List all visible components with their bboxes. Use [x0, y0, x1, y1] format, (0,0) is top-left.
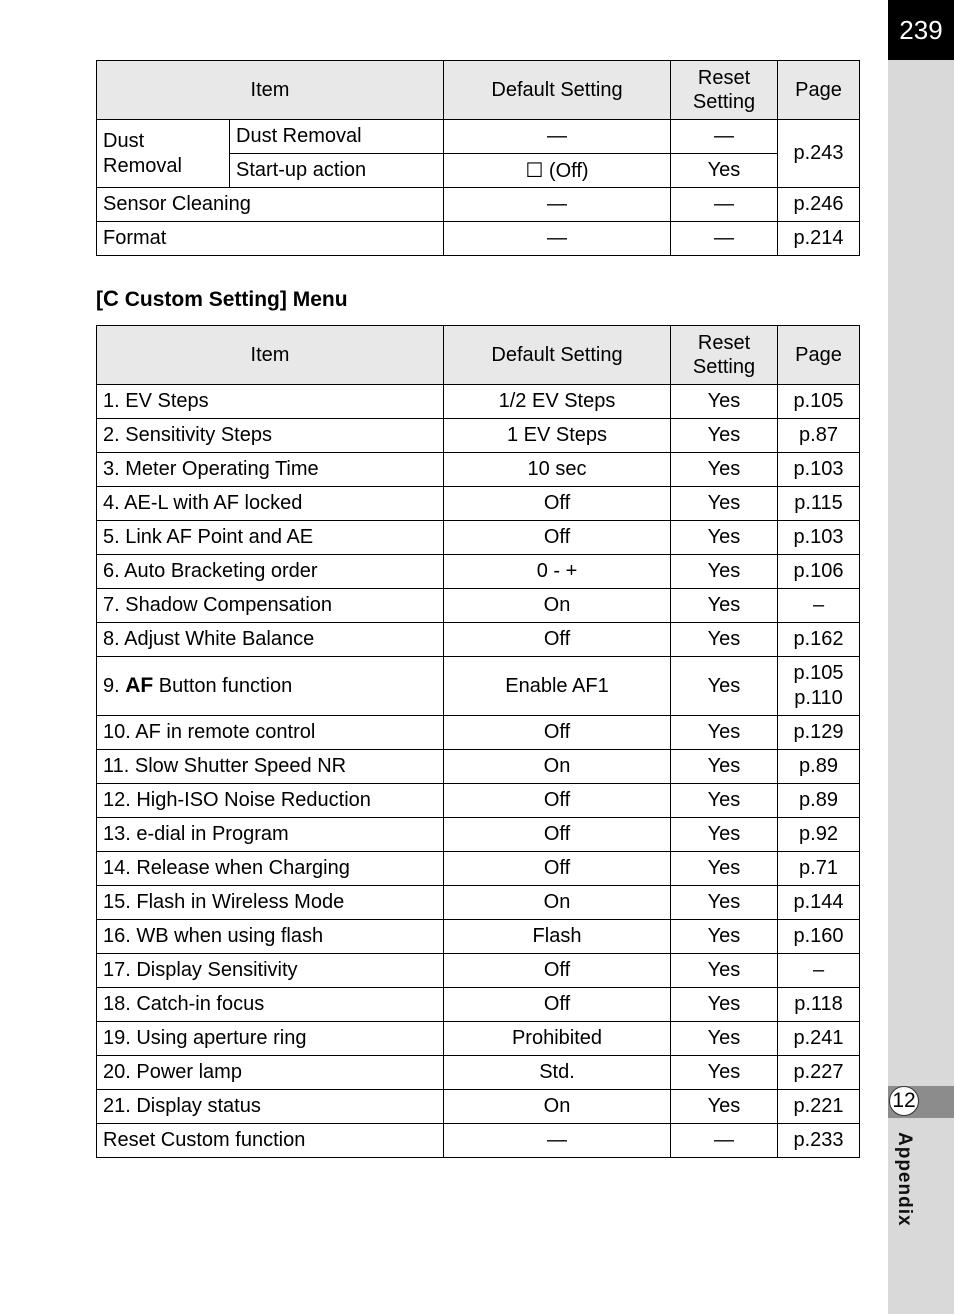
table-row: [97, 1022, 860, 1056]
reset-cell: Yes: [671, 521, 778, 555]
table-row: [97, 1090, 860, 1124]
default-cell: Off: [444, 852, 671, 886]
default-cell: —: [444, 1124, 671, 1158]
page-cell: p.103: [778, 521, 860, 555]
reset-cell: Yes: [671, 716, 778, 750]
default-cell: On: [444, 1090, 671, 1124]
item-cell: 1. EV Steps: [97, 385, 444, 419]
reset-cell: Yes: [671, 1022, 778, 1056]
table-row: [97, 385, 860, 419]
default-cell: Off: [444, 623, 671, 657]
item-cell: 21. Display status: [97, 1090, 444, 1124]
item-cell: 6. Auto Bracketing order: [97, 555, 444, 589]
af-button-icon: AF: [125, 674, 154, 697]
item-cell: 10. AF in remote control: [97, 716, 444, 750]
reset-cell: Yes: [671, 886, 778, 920]
section-bracket: [: [96, 288, 103, 311]
item-cell: 13. e-dial in Program: [97, 818, 444, 852]
default-cell: On: [444, 886, 671, 920]
table-row: [97, 623, 860, 657]
table-row: [97, 716, 860, 750]
table-row: [97, 589, 860, 623]
table-row: [97, 784, 860, 818]
table-row: [97, 920, 860, 954]
header-item: Item: [97, 326, 444, 385]
reset-cell: Yes: [671, 920, 778, 954]
item-cell: 9. AF Button function: [97, 657, 444, 716]
header-page: Page: [778, 61, 860, 120]
table-row: [97, 657, 860, 716]
item-cell: 15. Flash in Wireless Mode: [97, 886, 444, 920]
page-number: 239: [888, 0, 954, 60]
page-cell: p.241: [778, 1022, 860, 1056]
table-row: [97, 852, 860, 886]
reset-cell: —: [671, 1124, 778, 1158]
page-cell: p.221: [778, 1090, 860, 1124]
default-cell: —: [444, 222, 671, 256]
page-cell: p.118: [778, 988, 860, 1022]
item-cell: 11. Slow Shutter Speed NR: [97, 750, 444, 784]
table-row: [97, 487, 860, 521]
item-cell: 19. Using aperture ring: [97, 1022, 444, 1056]
page-cell: p.103: [778, 453, 860, 487]
reset-cell: —: [671, 222, 778, 256]
default-cell: Off: [444, 954, 671, 988]
item-cell: 3. Meter Operating Time: [97, 453, 444, 487]
page-cell: p.227: [778, 1056, 860, 1090]
reset-cell: Yes: [671, 818, 778, 852]
item-cell: Format: [97, 222, 444, 256]
page-cell: p.71: [778, 852, 860, 886]
table-row: [97, 521, 860, 555]
item-cell: 17. Display Sensitivity: [97, 954, 444, 988]
reset-cell: Yes: [671, 623, 778, 657]
table-row: [97, 1056, 860, 1090]
table-row: [97, 222, 860, 256]
header-reset: Reset Setting: [671, 61, 778, 120]
page-cell: p.87: [778, 419, 860, 453]
reset-cell: Yes: [671, 852, 778, 886]
page-cell: p.243: [778, 120, 860, 188]
item-cell: 18. Catch-in focus: [97, 988, 444, 1022]
reset-cell: Yes: [671, 487, 778, 521]
table-row: [97, 188, 860, 222]
default-cell: Off: [444, 521, 671, 555]
item-cell: 20. Power lamp: [97, 1056, 444, 1090]
default-cell: On: [444, 589, 671, 623]
default-cell: Off: [444, 784, 671, 818]
reset-cell: Yes: [671, 419, 778, 453]
reset-cell: —: [671, 188, 778, 222]
table-row: [97, 886, 860, 920]
default-cell: Prohibited: [444, 1022, 671, 1056]
reset-cell: Yes: [671, 954, 778, 988]
table-row: [97, 419, 860, 453]
default-cell: 1 EV Steps: [444, 419, 671, 453]
header-reset: Reset Setting: [671, 326, 778, 385]
page-cell: p.162: [778, 623, 860, 657]
reset-cell: Yes: [671, 750, 778, 784]
table-row: [97, 120, 860, 154]
page-cell: p.115: [778, 487, 860, 521]
page-cell: p.246: [778, 188, 860, 222]
reset-cell: Yes: [671, 453, 778, 487]
item-cell: 7. Shadow Compensation: [97, 589, 444, 623]
item-cell: 5. Link AF Point and AE: [97, 521, 444, 555]
page-cell: –: [778, 589, 860, 623]
item-cell: Sensor Cleaning: [97, 188, 444, 222]
reset-cell: Yes: [671, 784, 778, 818]
item-cell: Start-up action: [230, 154, 444, 188]
header-default: Default Setting: [444, 326, 671, 385]
default-cell: Flash: [444, 920, 671, 954]
reset-cell: Yes: [671, 988, 778, 1022]
table-row: [97, 750, 860, 784]
default-cell: 0 - +: [444, 555, 671, 589]
item-cell: 12. High-ISO Noise Reduction: [97, 784, 444, 818]
settings-table-1: [96, 60, 860, 256]
default-cell: 10 sec: [444, 453, 671, 487]
page-cell: p.105 p.110: [778, 657, 860, 716]
item-cell: Dust Removal: [230, 120, 444, 154]
default-cell: Std.: [444, 1056, 671, 1090]
item-cell: 2. Sensitivity Steps: [97, 419, 444, 453]
default-cell: Enable AF1: [444, 657, 671, 716]
reset-cell: Yes: [671, 657, 778, 716]
custom-setting-icon: C: [103, 286, 119, 311]
chapter-label: Appendix: [894, 1132, 915, 1227]
default-cell: —: [444, 120, 671, 154]
page-cell: p.160: [778, 920, 860, 954]
table-row: [97, 988, 860, 1022]
page-cell: p.89: [778, 750, 860, 784]
default-cell: On: [444, 750, 671, 784]
item-cell: Reset Custom function: [97, 1124, 444, 1158]
page-cell: p.233: [778, 1124, 860, 1158]
table-header: [97, 61, 860, 120]
table-row: [97, 1124, 860, 1158]
header-page: Page: [778, 326, 860, 385]
page-cell: p.144: [778, 886, 860, 920]
default-cell: Off: [444, 716, 671, 750]
page-cell: –: [778, 954, 860, 988]
reset-cell: Yes: [671, 385, 778, 419]
page-cell: p.105: [778, 385, 860, 419]
group-label: Dust Removal: [97, 120, 230, 188]
item-cell: 16. WB when using flash: [97, 920, 444, 954]
item-cell: 8. Adjust White Balance: [97, 623, 444, 657]
header-item: Item: [97, 61, 444, 120]
page-cell: p.92: [778, 818, 860, 852]
section-title-text: Custom Setting] Menu: [118, 288, 348, 311]
page-cell: p.129: [778, 716, 860, 750]
table-row: [97, 818, 860, 852]
reset-cell: —: [671, 120, 778, 154]
settings-table-2: [96, 325, 860, 1158]
item-cell: 14. Release when Charging: [97, 852, 444, 886]
reset-cell: Yes: [671, 555, 778, 589]
default-cell: Off: [444, 487, 671, 521]
table-header: [97, 326, 860, 385]
section-title: [96, 286, 348, 312]
table-row: [97, 453, 860, 487]
page-cell: p.214: [778, 222, 860, 256]
default-cell: 1/2 EV Steps: [444, 385, 671, 419]
reset-cell: Yes: [671, 154, 778, 188]
header-default: Default Setting: [444, 61, 671, 120]
default-cell: ☐ (Off): [444, 154, 671, 188]
reset-cell: Yes: [671, 1056, 778, 1090]
chapter-number: 12: [889, 1086, 919, 1116]
page-cell: p.89: [778, 784, 860, 818]
default-cell: Off: [444, 818, 671, 852]
default-cell: —: [444, 188, 671, 222]
default-cell: Off: [444, 988, 671, 1022]
reset-cell: Yes: [671, 1090, 778, 1124]
reset-cell: Yes: [671, 589, 778, 623]
table-row: [97, 555, 860, 589]
item-cell: 4. AE-L with AF locked: [97, 487, 444, 521]
page-cell: p.106: [778, 555, 860, 589]
table-row: [97, 954, 860, 988]
